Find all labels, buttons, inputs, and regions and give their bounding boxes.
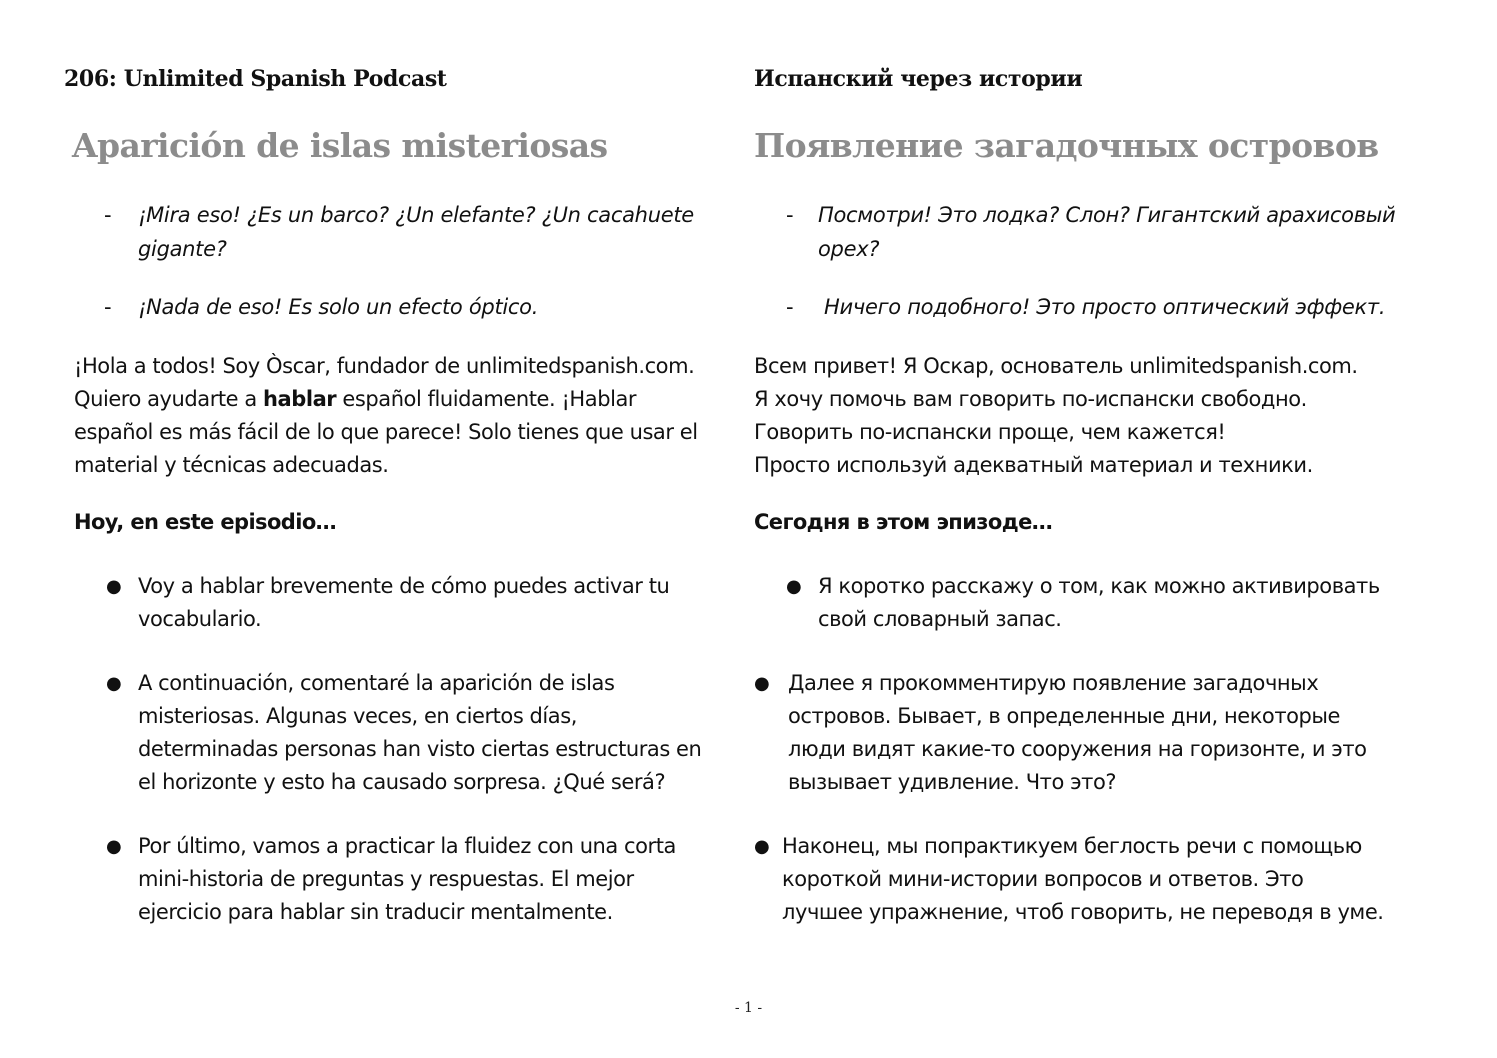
intro-line: Говорить по-испански проще, чем кажется! [754,420,1226,444]
intro-line [74,383,698,416]
list-item-line: островов. Бывает, в определенные дни, некоторые [788,704,1340,728]
intro-paragraph [754,350,1358,482]
bullet-icon: ● [106,673,122,694]
list-item-line: лучшее упражнение, чтоб говорить, не переводя в уме. [782,900,1384,924]
dialog-dash: - [786,295,794,319]
intro-bold-word: hablar [263,387,337,411]
list-item-line: misteriosas. Algunas veces, en ciertos días, [138,704,577,728]
bullet-icon: ● [786,576,802,597]
list-item-line: вызывает удивление. Что это? [788,770,1117,794]
dialog-text: ¡Nada de eso! Es solo un efecto óptico. [138,295,539,319]
list-item-line: mini-historia de preguntas y respuestas. El mejor [138,867,634,891]
list-item-line: el horizonte y esto ha causado sorpresa. ¿Qué será? [138,770,666,794]
episode-title: Aparición de islas misteriosas [72,126,608,165]
bullet-icon: ● [106,576,122,597]
intro-line: Я хочу помочь вам говорить по-испански свободно. [754,387,1307,411]
dialog-dash: - [104,295,112,319]
list-item-line: Я коротко расскажу о том, как можно активировать [818,574,1380,598]
intro-line: ¡Hola a todos! Soy Òscar, fundador de unlimitedspanish.com. [74,354,695,378]
list-item-text [788,667,1367,799]
section-heading: Сегодня в этом эпизоде… [754,510,1053,534]
intro-text: Quiero ayudarte a [74,387,264,411]
list-item-line: короткой мини-истории вопросов и ответов. Это [782,867,1304,891]
list-item-line: vocabulario. [138,607,262,631]
list-item-line: Voy a hablar brevemente de cómo puedes activar tu [138,574,670,598]
bullet-icon: ● [754,673,770,694]
dialog-text-line: Посмотри! Это лодка? Слон? Гигантский арахисовый [818,203,1396,227]
intro-text: español fluidamente. ¡Hablar [336,387,637,411]
dialog-dash: - [786,203,794,227]
list-item-line: ejercicio para hablar sin traducir mentalmente. [138,900,613,924]
bullet-icon: ● [106,836,122,857]
document-header: 206: Unlimited Spanish Podcast [64,66,447,92]
list-item-text [818,570,1380,636]
dialog-text-line: орех? [818,237,880,261]
episode-title: Появление загадочных островов [754,126,1379,165]
list-item-line: люди видят какие-то сооружения на горизонте, и это [788,737,1367,761]
list-item-line: Por último, vamos a practicar la fluidez con una corta [138,834,676,858]
list-item-text [782,830,1384,929]
dialog-text [138,198,738,266]
list-item-line: Далее я прокомментирую появление загадочных [788,671,1319,695]
intro-paragraph [74,350,698,482]
list-item-text [138,667,701,799]
intro-line: español es más fácil de lo que parece! Solo tienes que usar el [74,420,698,444]
list-item-line: свой словарный запас. [818,607,1062,631]
dialog-dash: - [104,203,112,227]
intro-line: material y técnicas adecuadas. [74,453,389,477]
section-heading: Hoy, en este episodio… [74,510,337,534]
list-item-text [138,570,669,636]
intro-line: Просто используй адекватный материал и техники. [754,453,1313,477]
intro-line: Всем привет! Я Оскар, основатель unlimitedspanish.com. [754,354,1358,378]
list-item-line: A continuación, comentaré la aparición de islas [138,671,615,695]
document-header: Испанский через истории [754,66,1083,92]
list-item-line: Наконец, мы попрактикуем беглость речи с помощью [782,834,1362,858]
list-item-text [138,830,676,929]
dialog-text-line: ¡Mira eso! ¿Es un barco? ¿Un elefante? ¿Un cacahuete [138,203,694,227]
dialog-text: Ничего подобного! Это просто оптический эффект. [824,295,1386,319]
dialog-text [818,198,1458,266]
dialog-text-line: gigante? [138,237,227,261]
bullet-icon: ● [754,836,770,857]
page-number: - 1 - [734,1000,763,1016]
list-item-line: determinadas personas han visto ciertas estructuras en [138,737,702,761]
